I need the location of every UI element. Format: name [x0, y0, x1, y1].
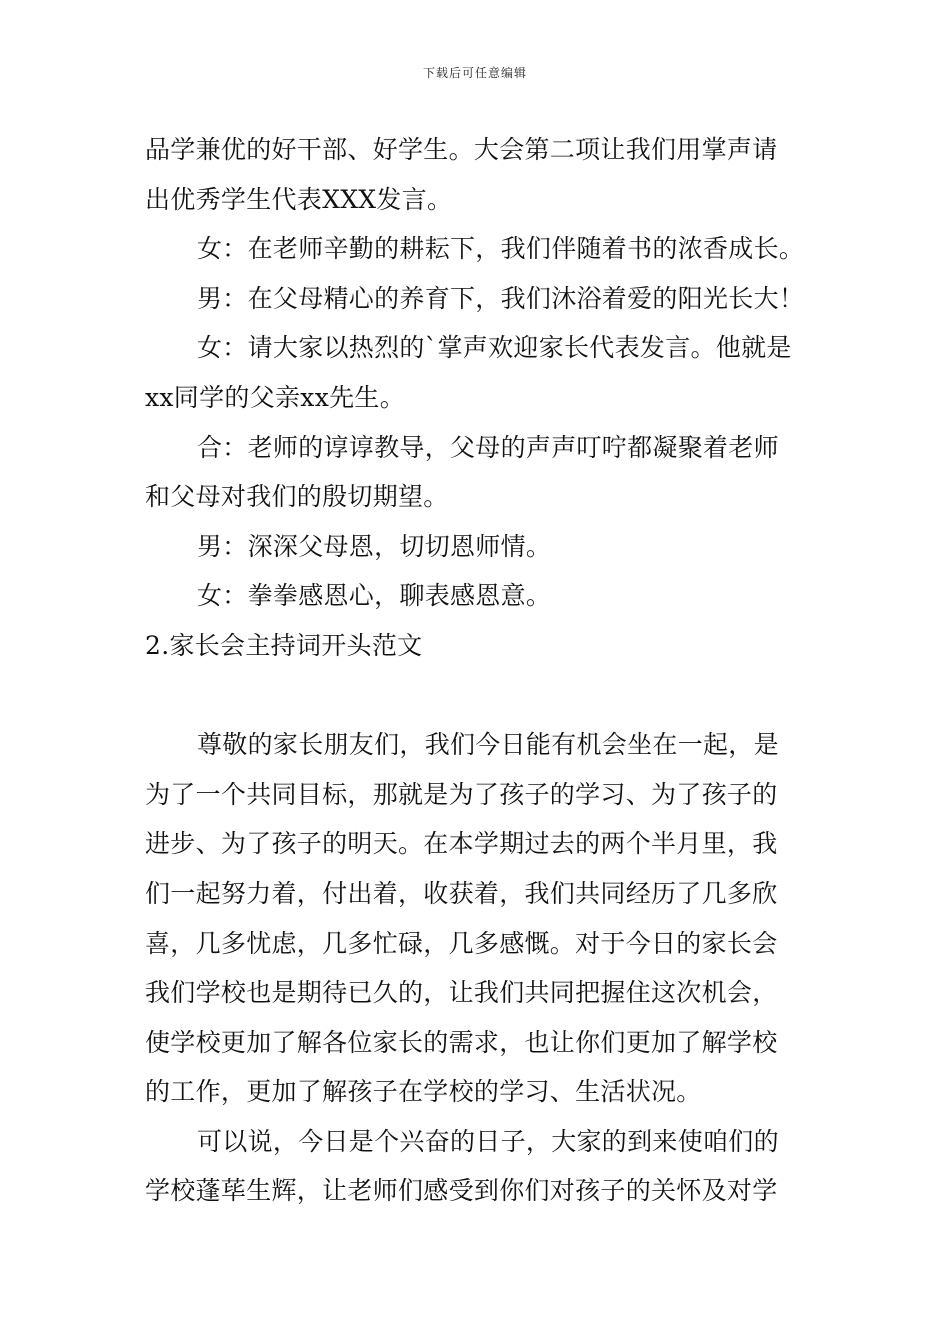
text-line: 出优秀学生代表XXX发言。 [145, 184, 453, 214]
text-line: 和父母对我们的殷切期望。 [145, 482, 449, 512]
paragraph-line: 进步、为了孩子的明天。在本学期过去的两个半月里，我 [145, 829, 778, 859]
dialogue-line: 男：深深父母恩，切切恩师情。 [197, 531, 552, 561]
paragraph-line: 学校蓬荜生辉，让老师们感受到你们对孩子的关怀及对学 [145, 1176, 778, 1206]
paragraph-line: 我们学校也是期待已久的，让我们共同把握住这次机会， [145, 978, 778, 1008]
dialogue-line: 女：在老师辛勤的耕耘下，我们伴随着书的浓香成长。 [197, 234, 805, 264]
paragraph-line: 的工作，更加了解孩子在学校的学习、生活状况。 [145, 1077, 702, 1107]
document-body [145, 125, 810, 1216]
paragraph-line: 可以说，今日是个兴奋的日子，大家的到来使咱们的 [197, 1126, 779, 1156]
paragraph-line: 尊敬的家长朋友们，我们今日能有机会坐在一起，是 [197, 730, 779, 760]
blank-line [145, 671, 810, 721]
paragraph-line: 喜，几多忧虑，几多忙碌，几多感慨。对于今日的家长会 [145, 928, 778, 958]
text-line: 品学兼优的好干部、好学生。大会第二项让我们用掌声请 [145, 135, 778, 164]
dialogue-line: 合：老师的谆谆教导，父母的声声叮咛都凝聚着老师 [197, 432, 779, 462]
text-line: xx同学的父亲xx先生。 [145, 382, 405, 412]
paragraph-line: 为了一个共同目标，那就是为了孩子的学习、为了孩子的 [145, 779, 778, 809]
dialogue-line: 男：在父母精心的养育下，我们沐浴着爱的阳光长大！ [197, 283, 805, 313]
page-header-note: 下载后可任意编辑 [422, 66, 527, 80]
dialogue-line: 女：拳拳感恩心，聊表感恩意。 [197, 581, 552, 611]
paragraph-line: 使学校更加了解各位家长的需求，也让你们更加了解学校 [145, 1027, 778, 1057]
section-heading: 2.家长会主持词开头范文 [145, 630, 423, 660]
dialogue-line: 女：请大家以热烈的`掌声欢迎家长代表发言。他就是 [197, 333, 792, 363]
paragraph-line: 们一起努力着，付出着，收获着，我们共同经历了几多欣 [145, 878, 778, 908]
